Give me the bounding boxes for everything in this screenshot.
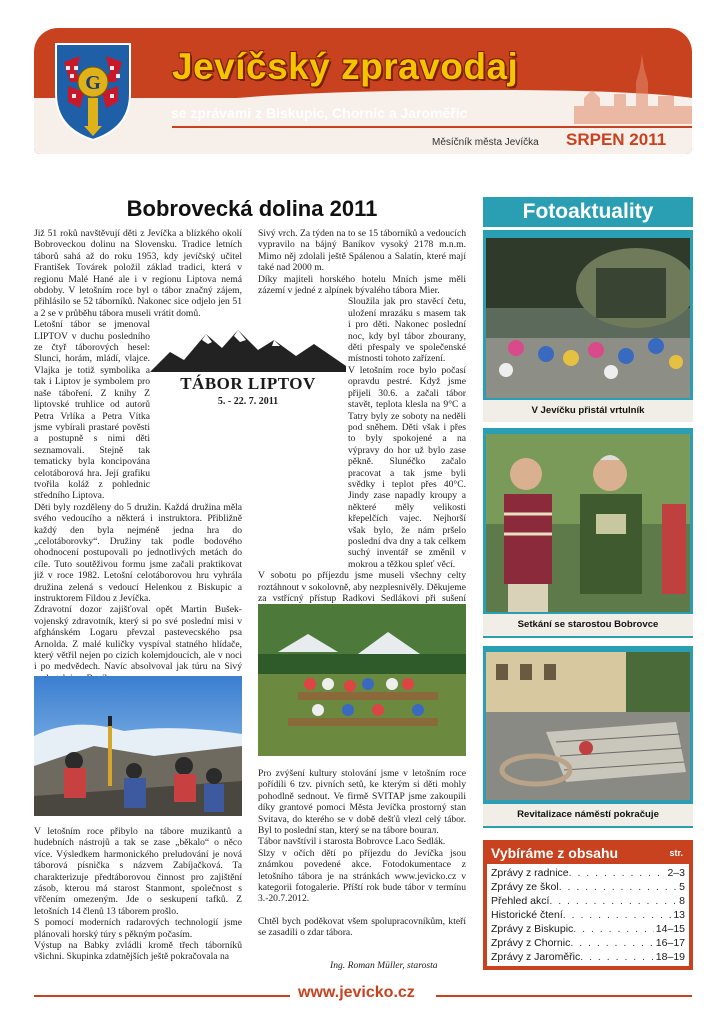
paragraph [258,905,466,916]
paragraph: V sobotu po příjezdu jsme museli všechny celty roztáhnout v sokolovně, aby nezplesnivěly. Děkujeme za vstřícný přístup Radkovi Sedlákovi při sušení [258,570,466,604]
contents-box [483,840,693,970]
mayor-meeting-photo [486,434,690,612]
photo-news-card [483,646,693,828]
paragraph: Sloužila jak pro stavěcí četu, uložení mrazáku s masem tak i pro děti. Nakonec poslední noc, kdy byl tábor zbourany, děti přespaly ve společenské místnosti tohoto zařízení. [348,296,466,365]
paragraph: Díky majiteli horského hotelu Mních jsme měli zázemí v jedné z alpínek bývalého tábora Mier. [258,273,466,297]
photo-caption: V Jevíčku přistál vrtulník [483,400,693,422]
footer-website-link[interactable]: www.jevicko.cz [298,984,415,1001]
mountains-icon [150,322,346,372]
article-signature: Ing. Roman Müller, starosta [330,960,438,971]
paragraph: Sivý vrch. Za týden na to se 15 táborníků a vedoucích vypravilo na bájný Baníkov vysoký 2178 m.n.m. Mimo něj zdolali ještě Spálenou a Salatín, které mají také nad 2000 m. [258,228,466,274]
paragraph: Již 51 roků navštěvují děti z Jevíčka a blízkého okolí Bobroveckou dolinu na Slovensku. Tradice letních táborů sahá až do roku 1953, kdy jevíčský učitel František Továrek položil základ tradici, která v regionu Malé Hané ale i v regionu Liptova nemá obdoby. V letošním roce byl o tábor značný zájem, přihlásilo se 52 táborníků. Nakonec sice odjelo jen 51 a 2 se v průběhu tábora museli vrátit domů. [34,228,242,319]
paragraph: Pro zvýšení kultury stolování jsme v letošním roce pořídili 6 tzv. pivních setů, ke kterým si děti mohly pohodlně sednout. Ve firmě SVITAP jsme zakoupili díky grantové pomoci Města Jevíčka prostorný stan Svitava, do kterého se v době dešťů vlezl celý tábor. Byl to poslední stan, který se na tábore bourал. [258,768,466,837]
newspaper-title: Jevíčský zpravodaj [172,46,519,87]
camp-logo-dates: 5. - 22. 7. 2011 [217,396,279,407]
camp-dining-photo [258,604,466,756]
contents-item[interactable]: Zprávy ze škol . . . 5 [491,880,685,894]
camp-logo [150,322,346,416]
footer-rule-right [436,995,692,997]
paragraph: Děti byly rozděleny do 5 družin. Každá družina měla svého vedoucího a některá i instruktora. Přibližně každý den byla nejméně jedna hra do „celotáborovky“. Družiny tak podle bodového ohodnocení postupovali po jednotlivých metách do cíle. Tuto soutěživou formu jsme začali praktikovat již v roce 1982. Letošní celotáborovou hru vyhrála družina zelená s vedoucí Helenkou z Biskupic a instruktorem Fildou z Jevíčka. [34,501,242,604]
photo-caption: Revitalizace náměstí pokračuje [483,804,693,826]
paragraph: S pomocí moderních radarových technologií jsme plánovali horský túry s pěkným počasím. [34,917,242,940]
paragraph: V letošním roce přibylo na tábore muzikantů a hudebních nástrojů a tak se zase „běkalo“ o něco více. Výsledkem harmonického preludování je nová táborová písnička s názvem Zabíjačková. Ta charakterizuje předtáborovou činnost pro zajištění zásob, kterou má starost Stanmont, společnost s vřčením omezeným. Jde o seskupení tafků. Z letošních 14 členů 13 táborem prošlo. [34,826,242,917]
issue-date: SRPEN 2011 [566,130,667,149]
article-column-left-lower [34,826,242,963]
photo-news-card [483,230,693,422]
paragraph: Zdravotní dozor zajišťoval opět Martin Bušek-vojenský zdravotník, který si po své poslední misi v afghánském Logaru převzal pastevecského psa Arnolda. Z malé kuličky vyspíval statného hlídače, který větřil nejen po cizích kolemjdoucích, ale v noci i po medvědech. Navíc absolvoval jak túru na Sivý [34,604,242,673]
square-revitalization-photo [486,652,690,800]
article-column-right [258,228,466,661]
newspaper-subtitle: se zprávami z Biskupic, Chornic a Jaroměřic [171,105,468,121]
contents-item[interactable]: Zprávy z radnice . . . 2–3 [491,866,685,880]
contents-item[interactable]: Zprávy z Jaroměřic . . . 18–19 [491,950,685,964]
summit-photo [34,676,242,816]
paragraph: Tábor navštívil i starosta Bobrovce Laco Sedlák. [258,836,446,848]
contents-list [487,864,689,966]
town-silhouette-icon [574,54,692,124]
contents-page-label: str. [669,848,683,858]
masthead-rule [172,126,692,128]
paragraph: Chtěl bych poděkovat všem spolupracovníkům, kteří se zasadili o zdar tábora. [258,915,466,939]
contents-item[interactable]: Přehled akcí . . . 8 [491,894,685,908]
paragraph: V letošním roce bylo počasí opravdu pestré. Když jsme přijeli 30.6. a začali tábor stavět, teplota klesla na 9°C a Tatry byly ze soboty na neděli pod sněhem. Děti však i přes to byly spokojené a na výpravy do hor už bylo zase pěkně. Slunéčko začalo pracovat a tak jsme byli svědky i teplot přes 40°C. Jindy zase napadly kroupy a některé měly velikosti křepelčích vajec. Nejhorší však bylo, že nám pršelo poslední dva dny a tak celkem suchý inventář se změnil v mokrou a těžkou spleť věcí. [348,364,466,570]
paragraph: Slzy v očích dětí po příjezdu do Jevíčka jsou známkou povedené akce. Fotodokumentace z letošního tábora je na stránkách www.jevicko.cz v kategorii fotogalerie. Příští rok bude tábor v termínu 3.-20.7.2012. [258,847,466,905]
contents-item[interactable]: Historické čtení . . . 13 [491,908,685,922]
paragraph: Letošní tábor se jmenoval LIPTOV v duchu posledního ze čtyř táborových hesel: Slunci, horám, mládí, vlajce. Vlajka je totiž symbolika a tak i Liptov je symbolem pro naše táboření. Z knihy Z liptovské truhlice od autorů Petra Vrlíka a Petra Vítka jsme vybírali prastaré pověsti a postupně s nimi děti seznamovali. Stejně tak tematicky byla koncipována celotáborová hra. Její grafiku tvořila koláž z pohlednic středního Liptova. [34,319,150,502]
helicopter-photo [486,238,690,398]
article-column-right-lower [258,768,466,939]
contents-item[interactable]: Zprávy z Biskupic . . . 14–15 [491,922,685,936]
contents-title: Vybíráme z obsahu [491,845,619,861]
monthly-label: Měsíčník města Jevíčka [432,137,539,148]
town-crest-icon [54,42,132,142]
article-column-left [34,228,242,684]
contents-item[interactable]: Zprávy z Chornic . . . 16–17 [491,936,685,950]
article-headline: Bobrovecká dolina 2011 [126,196,378,221]
contents-header [485,842,691,864]
crest-letter: G [85,72,101,94]
camp-logo-title: TÁBOR LIPTOV [180,374,316,393]
paragraph: Výstup na Babky zvládli kromě třech táborníků všichni. Skupinka zdatnějších ještě pokračovala na [34,940,242,963]
photo-news-heading: Fotoaktuality [483,197,693,227]
footer-rule-left [34,995,290,997]
photo-caption: Setkání se starostou Bobrovce [483,614,693,636]
photo-news-card [483,428,693,638]
